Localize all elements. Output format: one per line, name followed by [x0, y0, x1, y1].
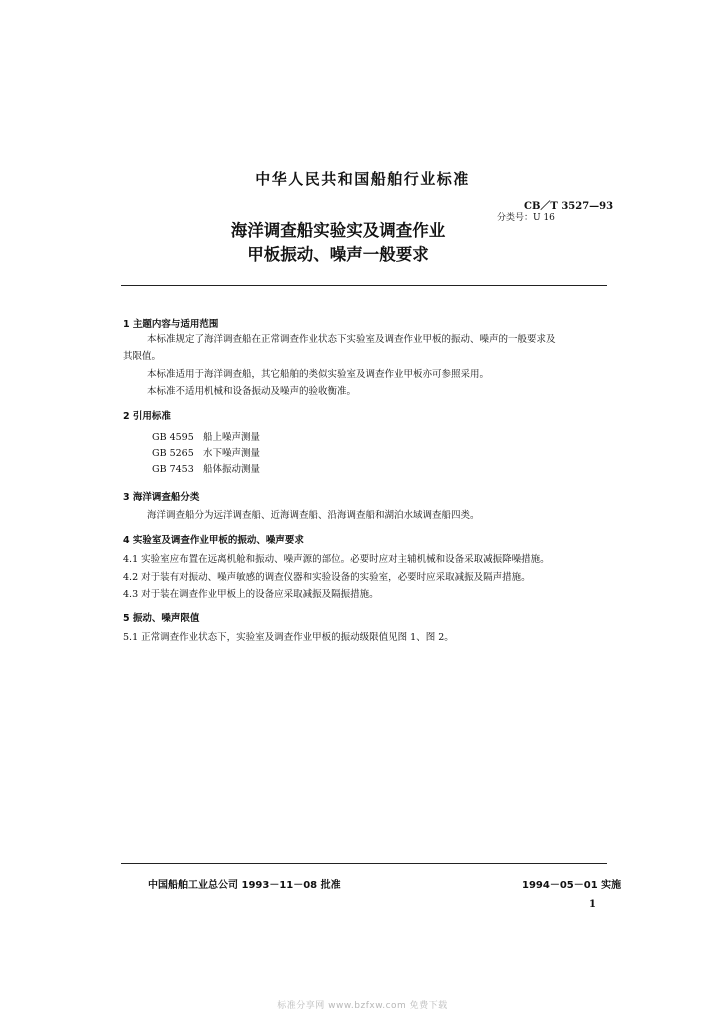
section-1-paragraph-2: 本标准适用于海洋调查船，其它船舶的类似实验室及调查作业甲板亦可参照采用。 — [147, 369, 490, 380]
document-title-line-2: 甲板振动、噪声一般要求 — [247, 245, 429, 264]
implementation-date: 1994－05－01 实施 — [522, 880, 622, 891]
standard-code: CB／T 3527—93 — [524, 201, 614, 212]
reference-title: 水下噪声测量 — [203, 448, 261, 459]
reference-title: 船体振动测量 — [203, 464, 261, 475]
reference-code: GB 5265 — [152, 448, 194, 459]
approval-date: 中国船舶工业总公司 1993－11－08 批准 — [148, 880, 341, 891]
reference-code: GB 4595 — [152, 432, 194, 443]
section-1-paragraph-3: 本标准不适用机械和设备振动及噪声的验收衡准。 — [147, 386, 357, 397]
section-5-heading: 5 振动、噪声限值 — [123, 613, 200, 624]
clause-5-1: 5.1 正常调查作业状态下，实验室及调查作业甲板的振动级限值见图 1、图 2。 — [123, 632, 454, 643]
header-divider — [121, 285, 607, 286]
section-1-paragraph-1-line-2: 其限值。 — [123, 351, 162, 362]
section-4-heading: 4 实验室及调查作业甲板的振动、噪声要求 — [123, 535, 304, 546]
clause-4-2: 4.2 对于装有对振动、噪声敏感的调查仪器和实验设备的实验室，必要时应采取减振及隔声措施。 — [123, 572, 531, 583]
clause-4-1: 4.1 实验室应布置在远离机舱和振动、噪声源的部位。必要时应对主辅机械和设备采取减振降噪措施。 — [123, 554, 550, 565]
document-title-line-1: 海洋调查船实验实及调查作业 — [230, 221, 446, 240]
classification-number: 分类号：U 16 — [497, 213, 555, 223]
page-number: 1 — [589, 899, 596, 910]
section-1-heading: 1 主题内容与适用范围 — [123, 319, 219, 330]
standard-category-header: 中华人民共和国船舶行业标准 — [255, 170, 470, 188]
section-1-paragraph-1-line-1: 本标准规定了海洋调查船在正常调查作业状态下实验室及调查作业甲板的振动、噪声的一般要求及 — [147, 334, 556, 345]
clause-4-3: 4.3 对于装在调查作业甲板上的设备应采取减振及隔振措施。 — [123, 589, 379, 600]
reference-code: GB 7453 — [152, 464, 194, 475]
section-3-heading: 3 海洋调查船分类 — [123, 492, 200, 503]
watermark-text: 标准分享网 www.bzfxw.com 免费下载 — [277, 1001, 448, 1011]
section-3-paragraph: 海洋调查船分为远洋调查船、近海调查船、沿海调查船和湖泊水域调查船四类。 — [147, 510, 480, 521]
footer-divider — [121, 863, 607, 864]
reference-title: 船上噪声测量 — [203, 432, 261, 443]
section-2-heading: 2 引用标准 — [123, 411, 171, 422]
